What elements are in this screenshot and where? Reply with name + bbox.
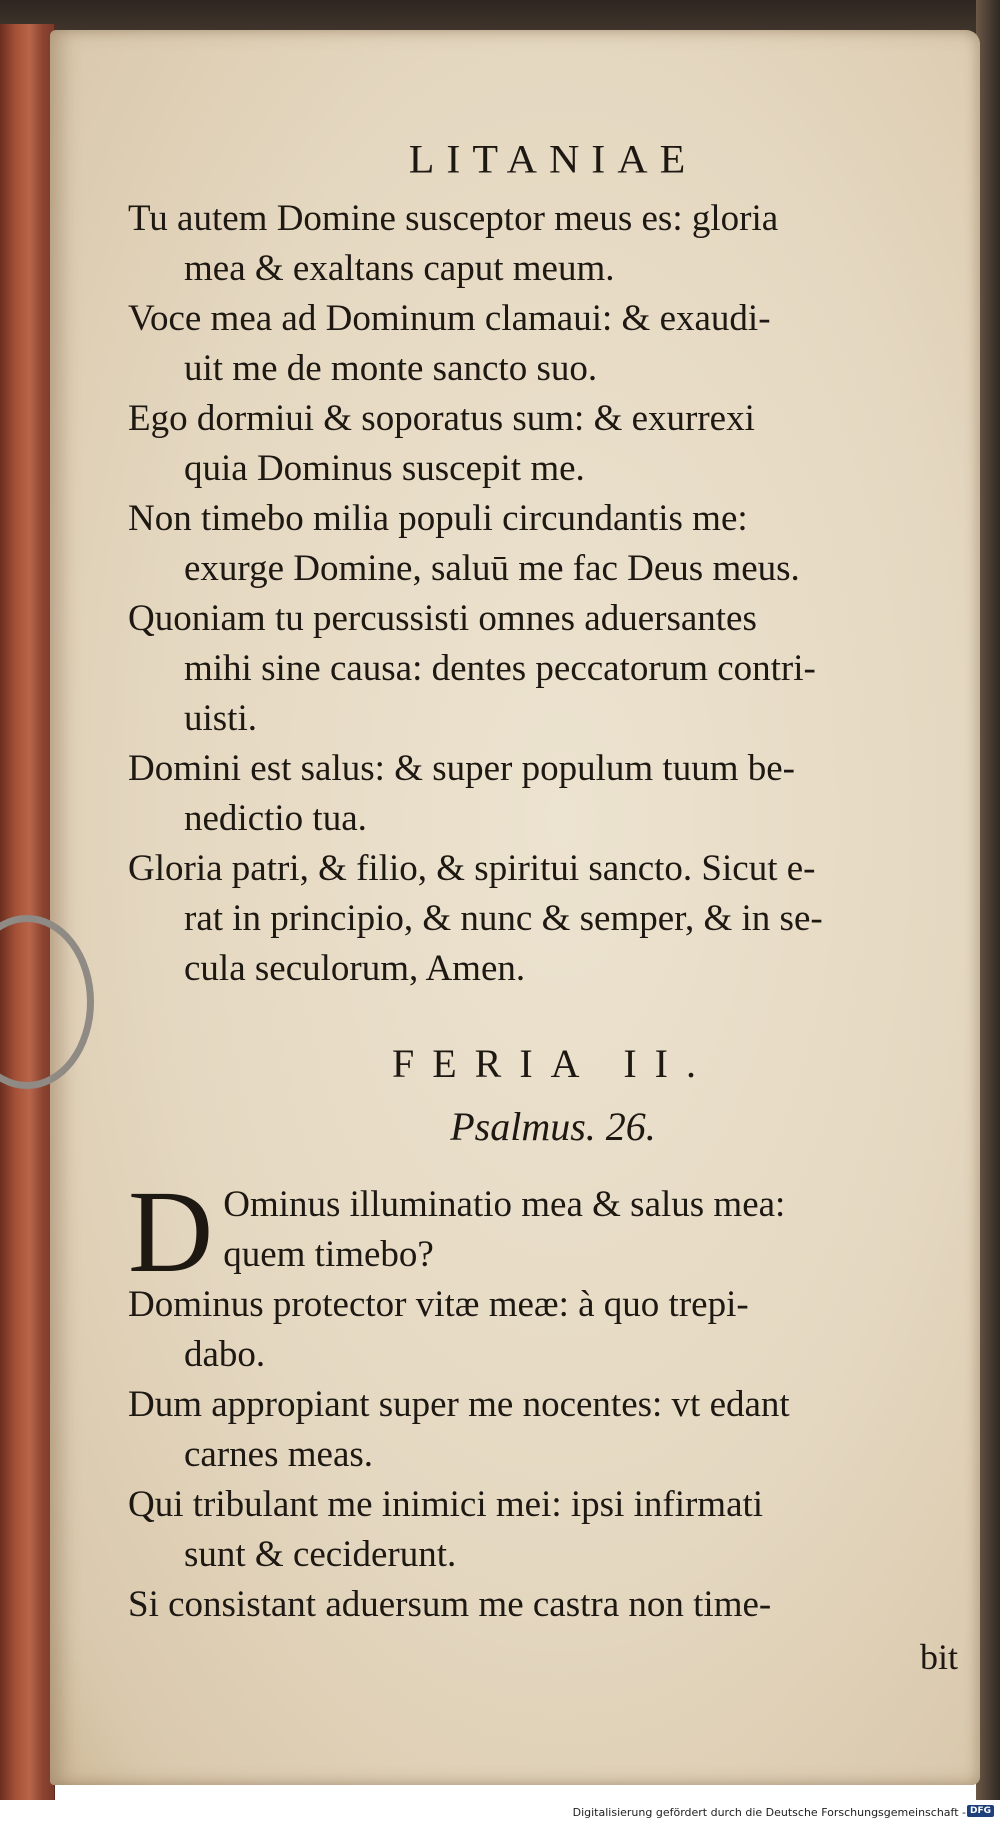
section-heading: FERIA II. — [392, 1041, 714, 1086]
verse-line: Dum appropiant super me nocentes: vt edant — [128, 1384, 790, 1425]
verse — [128, 1280, 978, 1380]
verse-line: mea & exaltans caput meum. — [184, 248, 615, 289]
verse — [128, 744, 978, 844]
verse — [128, 1580, 978, 1630]
drop-cap: D — [128, 1166, 214, 1297]
book-page-edges — [0, 24, 55, 1800]
verse-line: dabo. — [184, 1334, 266, 1375]
verse-line: Non timebo milia populi circundantis me: — [128, 498, 748, 539]
verse-line: uit me de monte sancto suo. — [184, 348, 598, 389]
verse — [128, 494, 978, 594]
verse — [128, 844, 978, 994]
verse — [128, 1380, 978, 1480]
verse-line: Ominus illuminatio mea & salus mea: — [223, 1184, 786, 1225]
dfg-logo: DFG — [967, 1805, 994, 1817]
catchword: bit — [919, 1637, 958, 1677]
verse-line: mihi sine causa: dentes peccatorum contri- — [184, 648, 816, 689]
verse-line: Voce mea ad Dominum clamaui: & exaudi- — [128, 298, 771, 339]
verse — [128, 394, 978, 494]
verse-line: exurge Domine, saluū me fac Deus meus. — [184, 548, 800, 589]
verse-line: Domini est salus: & super populum tuum be- — [128, 748, 795, 789]
verse-line: Qui tribulant me inimici mei: ipsi infirmati — [128, 1484, 764, 1525]
verse-line: Si consistant aduersum me castra non time- — [128, 1584, 772, 1625]
verse-line: quem timebo? — [223, 1234, 434, 1275]
verse-line: nedictio tua. — [184, 798, 367, 839]
verse-line: Quoniam tu percussisti omnes aduersantes — [128, 598, 757, 639]
verse-line: rat in principio, & nunc & semper, & in se- — [184, 898, 823, 939]
verse-line: sunt & ceciderunt. — [184, 1534, 457, 1575]
first-verse — [128, 1166, 978, 1297]
verse-line: uisti. — [184, 698, 257, 739]
verse — [128, 594, 978, 744]
digitization-credit: Digitalisierung gefördert durch die Deutsche Forschungsgemeinschaft - — [572, 1806, 966, 1819]
verse — [128, 294, 978, 394]
verse — [128, 1480, 978, 1580]
page-text — [128, 120, 978, 1678]
verse-line: Dominus protector vitæ meæ: à quo trepi- — [128, 1284, 749, 1325]
verse-line: Tu autem Domine susceptor meus es: gloria — [128, 198, 779, 239]
verse — [128, 194, 978, 294]
verse-line: cula seculorum, Amen. — [184, 948, 526, 989]
verse-line: carnes meas. — [184, 1434, 374, 1475]
psalm-heading: Psalmus. 26. — [450, 1104, 656, 1149]
running-head: LITANIAE — [408, 138, 698, 182]
verse-line: Ego dormiui & soporatus sum: & exurrexi — [128, 398, 755, 439]
verse-line: quia Dominus suscepit me. — [184, 448, 585, 489]
verse-line: Gloria patri, & filio, & spiritui sancto. Sicut e- — [128, 848, 816, 889]
